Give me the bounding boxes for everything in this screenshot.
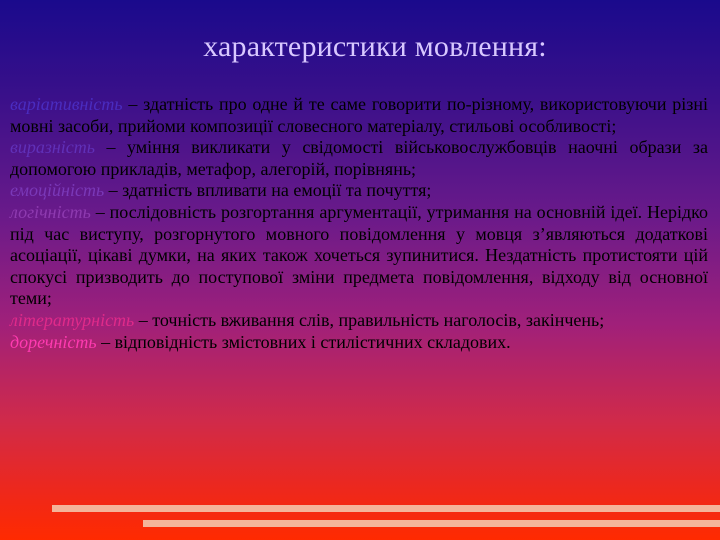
decorative-stripe-bottom [143,520,720,527]
definition-logichnist: – послідовність розгортання аргументації, утримання на основній ідеї. Нерідко під час виступу, розгорнутого мовного повідомлення у мовця з’являються додаткові асоціації, цікаві думки, на яких також хочеться зупинитися. Нездатність протистояти цій спокусі призводить до поступової зміни предмета повідомлення, відходу від основної теми; [10,201,708,309]
item-logichnist [10,202,708,310]
item-literaturnist [10,310,708,332]
term-emotsiinist: емоційність [10,180,105,201]
slide-title: характеристики мовлення: [203,30,547,63]
definition-vyraznist: – уміння викликати у свідомості військовослужбовців наочні образи за допомогою прикладів, метафор, алегорій, порівнянь; [10,137,708,179]
characteristics-list [10,94,708,353]
term-vyraznist: виразність [10,137,95,158]
definition-emotsiinist: – здатність впливати на емоції та почуття; [104,180,432,201]
item-vyraznist [10,137,708,180]
definition-literaturnist: – точність вживання слів, правильність наголосів, закінчень; [134,309,605,330]
term-literaturnist: літературність [10,309,135,330]
definition-variativnist: – здатність про одне й те саме говорити по-різному, використовуючи різні мовні засоби, прийоми композиції словесного матеріалу, стильові особливості; [10,94,708,136]
item-variativnist [10,94,708,137]
term-logichnist: логічність [10,201,91,222]
item-emotsiinist [10,180,708,202]
term-variativnist: варіативність [10,94,123,114]
term-dorechnist: доречність [10,331,97,352]
decorative-stripe-top [52,505,720,512]
item-dorechnist [10,332,708,354]
definition-dorechnist: – відповідність змістовних і стилістичних складових. [96,331,511,352]
